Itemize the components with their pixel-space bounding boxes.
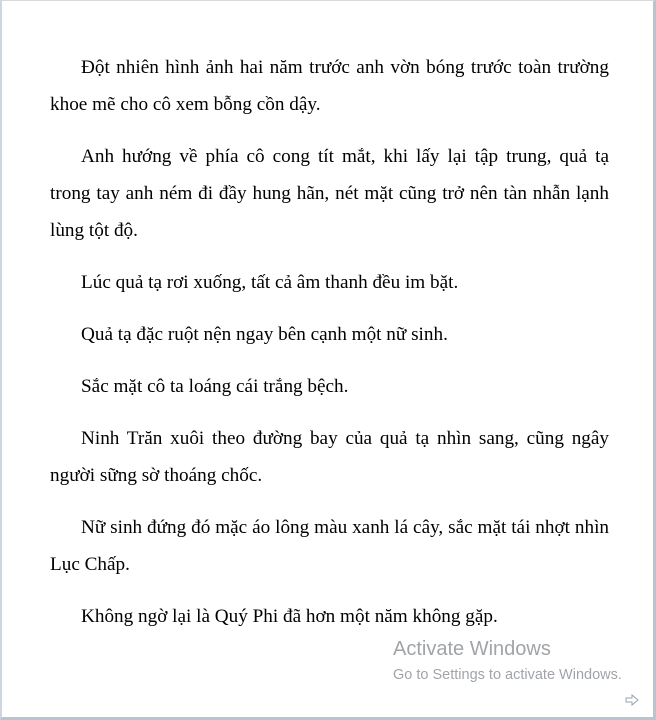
watermark-title: Activate Windows bbox=[393, 638, 551, 660]
paragraph-5: Sắc mặt cô ta loáng cái trắng bệch. bbox=[81, 376, 349, 397]
paragraph-4: Quả tạ đặc ruột nện ngay bên cạnh một nữ sinh. bbox=[81, 324, 448, 345]
resize-grip-glyph bbox=[625, 694, 639, 706]
paragraph-2: Anh hướng về phía cô cong tít mắt, khi lấy lại tập trung, quả tạ trong tay anh ném đi đầy hung hãn, nét mặt cũng trở nên tàn nhẫn lạnh lùng tột độ. bbox=[50, 146, 609, 241]
watermark-subtitle: Go to Settings to activate Windows. bbox=[393, 667, 622, 683]
resize-grip-icon[interactable] bbox=[625, 693, 639, 705]
activate-windows-watermark bbox=[393, 637, 622, 685]
paragraph-7: Nữ sinh đứng đó mặc áo lông màu xanh lá cây, sắc mặt tái nhợt nhìn Lục Chấp. bbox=[50, 517, 609, 575]
paragraph-1: Đột nhiên hình ảnh hai năm trước anh vờn bóng trước toàn trường khoe mẽ cho cô xem bỗng cồn dậy. bbox=[50, 57, 609, 115]
document-body bbox=[50, 49, 609, 650]
paragraph-8: Không ngờ lại là Quý Phi đã hơn một năm không gặp. bbox=[81, 606, 498, 627]
paragraph-6: Ninh Trăn xuôi theo đường bay của quả tạ nhìn sang, cũng ngây người sững sờ thoáng chốc. bbox=[50, 428, 609, 486]
paragraph-3: Lúc quả tạ rơi xuống, tất cả âm thanh đều im bặt. bbox=[81, 272, 459, 293]
